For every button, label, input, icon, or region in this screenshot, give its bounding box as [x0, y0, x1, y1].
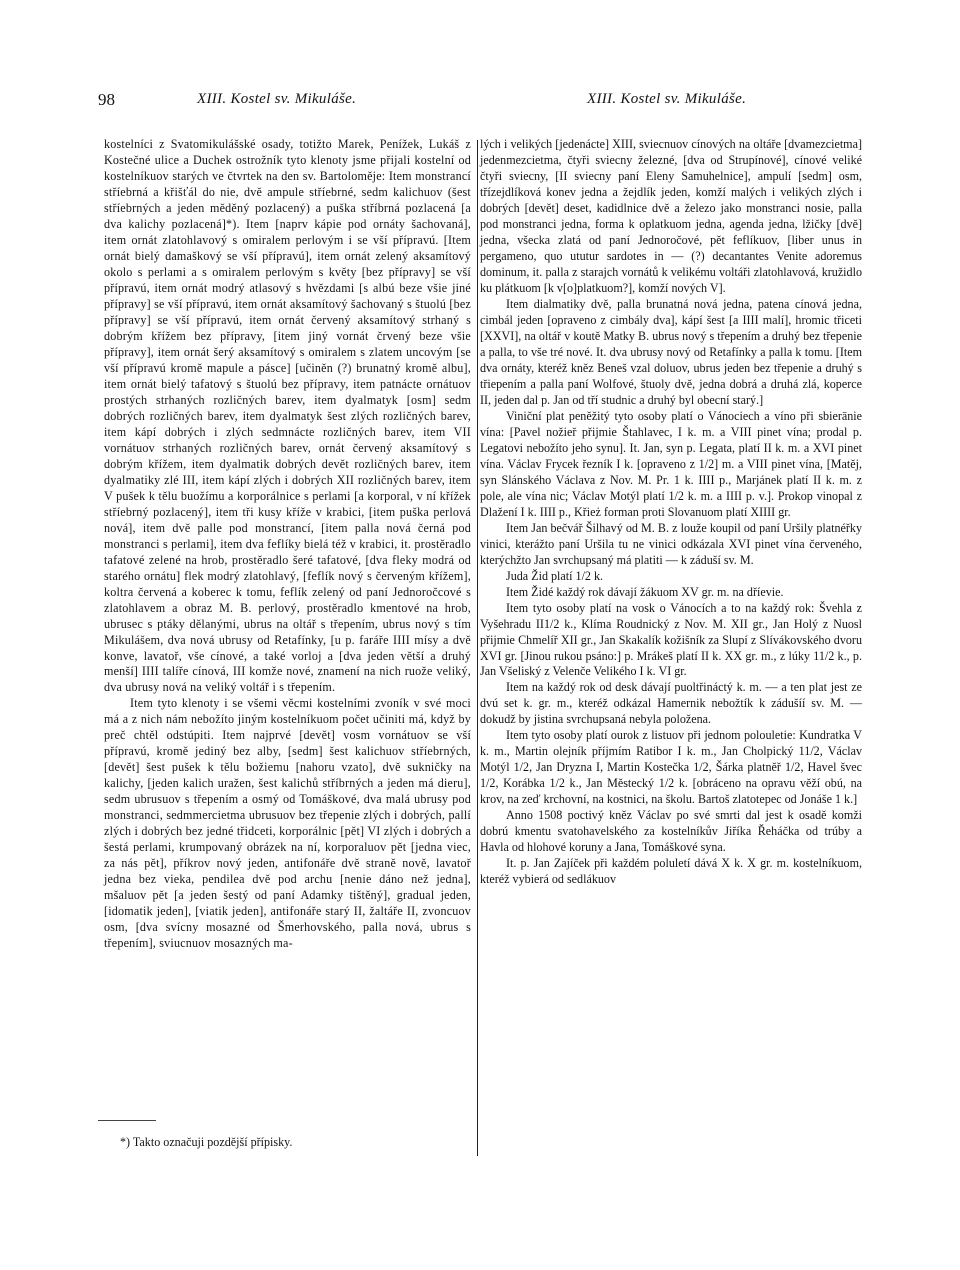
- left-paragraph-2: Item tyto klenoty i se všemi věcmi kostelními zvoník v své moci má a z nich nám nebožíto jiným kostelníkuom počet učiniti má, když by preč chtěl odstúpiti. Item najprvé [devět] vosm vornátuov se vší přípravú, kromě jediný bez alby, [sedm] šest kalichuov stříebrných, [devět] šest pušek k tělu božiemu [nahoru vzato], dvě sukničky na kalichy, [jeden kalich uražen, šest kalichů stříbrných a jeden má dieru], sedm ubrusuov s třepením a osmý od Tomáškové, dva malá ubrusy pod monstranci, sedmmercietma ubrusuov bez třepenie zlých i dobrých, pallí zlých i dobrých bez jedné třidceti, korporálnic [pět] VI zlých i dobrých a šestá perlami, krumpovaný obrázek na ní, korporaluov pět [jedna viec, za nás pět], příkrov nový jeden, antifonáře dvě straně nově, lavatoř jedna bez vieka, pendilea dvě pod archu [nenie dáno než jedna], mšaluov pět [a jeden šestý od paní Adamky tištěný], gradual jeden, [idomatik jeden], [viatik jeden], antifonáře starý II, žaltáře II, zvoncuov osm, [dva svícny mosazné od Šmerhovského, palla nová, ubrus s třepením], sviucnuov mosazných ma-: [104, 696, 471, 951]
- right-paragraph-9: Item tyto osoby platí ourok z listuov při jednom polouletie: Kundratka V k. m., Martin olejník příjmím Ratibor I k. m., Jan Cholpický 11/2, Václav Motýl 1/2, Jan Dryzna I, Martin Kostečka 1/2, Šárka platněř 1/2, Havel švec 1/2, Korábka 1/2 k., Jan Městecký 1/2 k. [obráceno na opravu věží obú, na krov, na zeď krchovní, na kostnici, na školu. Bartoš zlatotepec od Jonáše 1 k.]: [480, 728, 862, 807]
- footnote-rule: [98, 1120, 156, 1121]
- right-paragraph-1: lých i velikých [jedenácte] XIII, sviecnuov cínových na oltáře [dvamezcietma] jedenmezcietma, čtyři sviecny železné, [dva od Strupínové], cínové veliké čtyři sviecny, [II sviecny paní Eleny Samuhelnice], ampulí [sedm] osm, třízejdlíková konev jedna a žejdlík jeden, komží malých i velikých zlých i dobrých [devět] deset, kadidlnice dvě a železo jako monstranci nosie, palla pod monstranci jedna, forma k oplatkuom jedna, agenda jedna, lžičky [dvě] jedna, všecka zlatá od paní Jednoročové, pět feflíkuov, [liber unus in pergameno, quo ututur sardotes in — (?) decantantes Venite adoremus dominum, it. palla z starajch vornátů k velikému voltáři zlatohlavová, kružidlo ku plátkuom [k v[o]platkuom?], komží nových V].: [480, 137, 862, 295]
- page-header: [0, 90, 960, 114]
- running-head-right: XIII. Kostel sv. Mikuláše.: [587, 91, 747, 107]
- left-paragraph-1: kostelníci z Svatomikulášské osady, totižto Marek, Penížek, Lukáš z Kostečné ulice a Duchek ostrožník tyto klenoty jsme přijali kostelní od kostelníkuov starých ve čtvrtek na den sv. Bartoloměje: Item monstrancí stříebrná a křišťál do nie, dvě ampule stříebrné, sedm kalichuov (šest stříebrných a jeden měděný pozlacený) a puška stříbrná pozlacená [a dva kalichy pozlacená]*). Item [naprv kápie pod ornáty šachovaná], item ornát zlatohlavový s omiralem perlovým i se vší přípravú. [Item ornát bielý damaškový se vší přípravú], item ornát zelený aksamítový okolo s perlami a s omiralem perlovým s květy [bez přípravy] se vší přípravú, item ornát modrý atlasový s hvězdami [s albú beze všie jiné přípravy] se vší přípravú, item ornát aksamítový šachovaný s štuolú [bez přípravy] se vší přípravú, item ornát červený aksamítový strhaný s dobrým křížem bez přípravy, [item jiný vornát črvený beze všie přípravy], item ornát šerý aksamítový s omiralem s zlatem uncovým [se vší přípravú kromě mapule a pásce] [učiněn (?) brunatný kromě albu], item ornát bielý tafatový s štuolú bez přípravy, item patnácte ornátuov prostých strhaných rozličných barev, item dyalmatyk [osm] sedm dobrých rozličných barev, item dyalmatyk šest zlých rozličných barev, item kápí dobrých i zlých sedmnácte rozličných barev, item VII vornátuov strhaných rozličných barev, ornát červený aksamítový s dobrým křížem, item dyalmatik dobrých devět rozličných barev, item dyalmatiky zlé III, item kápí zlých i dobrých XII rozličných barev, item V pušek k tělu buožímu a korporálnice s perlami [a korporal, v ní křížek stříebrný pozlacený], item tři kusy kříže v krabici, [item puška perlová nová], item dvě palle pod monstrancí, [item palla nová černá pod monstranci s perlami], item dva feflíky bielá též v krabici, it. prostěradlo tafatové zelené na hrob, prostěradlo šeré tafatové, [dva fleky modrá od starého ornátu] flek modrý zlatohlavý, [feflík nový s červeným křížem], koltra červená a koberec k tomu, feflík zelený od paní Jednoročcové s zlatohlavem a obraz M. B. perlový, prostěradlo kmentové na hrob, ubrusec s ptáky dělanými, ubrus na oltář s třepením, ubrus nový s tím Mikulášem, dva nová ubrusy od Retafínky, [u p. faráře IIII mísy a dvě konve, lavatoř, vše cínové, a také vorloj a [dva jeden větší a druhý menší] IIII talíře cínová, III komže nové, znamení na nich ruože veliký, dva ubrusy nová na veliký voltář i s třepením.: [104, 137, 471, 695]
- right-paragraph-6: Item Židé každý rok dávají žákuom XV gr. m. na dříevie.: [506, 584, 784, 599]
- right-paragraph-7: Item tyto osoby platí na vosk o Vánocích a to na každý rok: Švehla z Vyšehradu II1/2 k., Klíma Roudnický z Nov. M. XII gr., Jan Holý z Nuosl přijmie Chmelíř XII gr., Jan Skakalík kožišník za Slupí z Slívákovského dvoru XVI gr. [Jinou rukou psáno:] p. Mrákeš platí II k. XX gr. m., z lúky 11/2 k., p. Jan Všeliský z Velenče Velikého I k. VI gr.: [480, 600, 862, 679]
- right-paragraph-5: Juda Žid platí 1/2 k.: [506, 568, 604, 583]
- right-column: [480, 137, 862, 888]
- right-paragraph-4: Item Jan bečvář Šilhavý od M. B. z louže koupil od paní Uršily platnéřky vinici, kterážto paní Uršila tu ne vinici odkázala XVI pinet vína červeného, kterýchžto Jan svrchupsaný má platiti — k záduší sv. M.: [480, 520, 862, 567]
- left-column: [104, 137, 471, 952]
- right-paragraph-3: Viniční plat peněžitý tyto osoby platí o Vánociech a víno při sbierānie vína: [Pavel nožieř přijmie Štahlavec, I k. m. a VIII pinet vína; prodal p. Legatovi nebožíto jeho synu]. It. Jan, syn p. Legata, platí II k. m. a XVI pinet vína. Václav Frycek řezník I k. [opraveno z 1/2] m. a VIII pinet vína, [Matěj, syn Slánského Václava z Nov. M. Pr. 1 k. IIII p., Marjánek platí II k. m. z pole, ale vína nic; Václav Motýl platí 1/2 k. m. a IIII p. v.]. Prokop vinopal z Dlažení I k. IIII p., Křież forman proti Slovanuom platí XIIII gr.: [480, 408, 862, 519]
- right-paragraph-11: It. p. Jan Zajíček při každém poluletí dává X k. X gr. m. kostelníkuom, kteréž vybierá od sedlákuov: [480, 856, 862, 887]
- running-head-left: XIII. Kostel sv. Mikuláše.: [197, 91, 357, 107]
- footnote: *) Takto označuji pozdější přípisky.: [120, 1135, 293, 1149]
- right-paragraph-2: Item dialmatiky dvě, palla brunatná nová jedna, patena cínová jedna, cimbál jeden [opraveno z cimbály dva], kápí šest [a IIII malí], hromic třiceti [XXVI], na oltář v koutě Matky B. ubrus nový s třepením a druhý bez třepenie a palla, to vše tré nové. It. dva ubrusy nový od Retafínky a palla k tomu. [Item dva ornáty, kteréž kněz Beneš vzal doluov, ubrus jeden bez třepenie a druhý s třiepením a palla paní Wolfové, štuoly dvě, jedna dobrá a druhá zlá, koperce II, jeden dal p. Jan od tří studnic a druhý byl obecní starý.]: [480, 296, 862, 407]
- right-paragraph-8: Item na každý rok od desk dávají puoltřináctý k. m. — a ten plat jest ze dvú set k. gr. m., kteréž odkázal Hamernik nebožtík k zádušíí sv. M. — dokudž by jistina svrchupsaná nebyla položena.: [480, 680, 862, 727]
- right-paragraph-10: Anno 1508 poctivý kněz Václav po své smrti dal jest k osadě komži dobrú kmentu svatohavelského za kostelníkův Jiříka Řeháčka od trúby a Havla od hlohové koruny a Jana, Tomáškové syna.: [480, 808, 862, 855]
- page-number: 98: [98, 90, 115, 109]
- column-divider: [477, 140, 478, 1156]
